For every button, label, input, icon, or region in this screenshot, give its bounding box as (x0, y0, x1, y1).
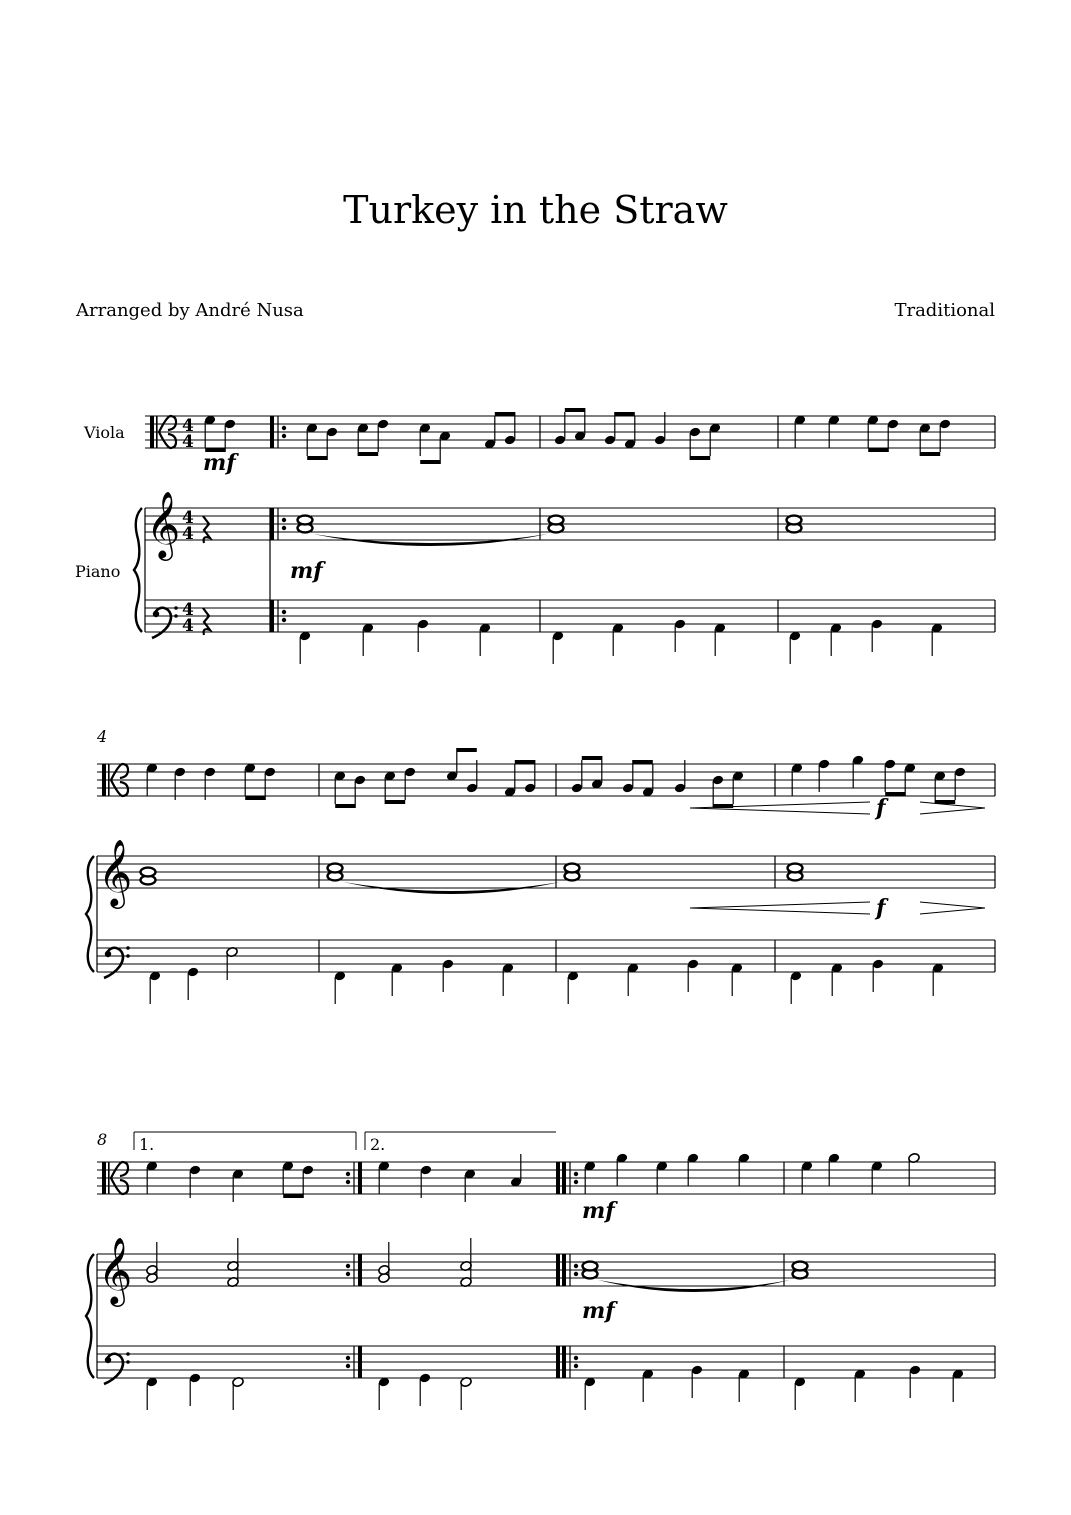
note (674, 760, 687, 794)
note (567, 970, 580, 1004)
time-signature-numerator: 4 (182, 416, 194, 436)
note (391, 962, 404, 996)
note (417, 618, 430, 652)
treble-clef-icon: 𝄞 (98, 1236, 133, 1304)
note (232, 1168, 245, 1202)
treble-clef-icon: 𝄞 (98, 838, 133, 906)
whole-note (298, 516, 313, 525)
repeat-dot (282, 518, 286, 522)
note (616, 1152, 629, 1186)
whole-note (787, 516, 802, 525)
eighth-note (604, 412, 617, 446)
note (931, 622, 944, 656)
eighth-note (334, 770, 347, 804)
piano-brace (86, 1254, 94, 1378)
repeat-dot (346, 1272, 350, 1276)
thick-barline (358, 1162, 362, 1194)
beam (245, 796, 265, 800)
beam (457, 748, 477, 752)
repeat-dot (346, 1364, 350, 1368)
repeat-dot (574, 1356, 578, 1360)
thick-barline (556, 1346, 560, 1378)
bass-clef-icon (152, 606, 178, 638)
note (854, 1368, 867, 1402)
eighth-note (504, 412, 517, 446)
eighth-note (939, 418, 952, 452)
eighth-note (656, 1160, 669, 1194)
hairpin (920, 808, 985, 814)
dynamic-f: f (876, 895, 886, 921)
hairpin (920, 908, 985, 914)
note (714, 622, 727, 656)
whole-note (583, 1262, 598, 1271)
eighth-note (446, 748, 459, 782)
thick-barline (358, 1254, 362, 1286)
dynamic-mf: mf (582, 1198, 615, 1224)
note (419, 1372, 432, 1406)
note (738, 1368, 751, 1402)
beam (358, 452, 378, 456)
dynamic-mf: mf (290, 558, 323, 584)
note (932, 962, 945, 996)
thick-barline (270, 416, 274, 448)
clef-bar (156, 416, 158, 448)
eighth-note (871, 1160, 884, 1194)
note (627, 962, 640, 996)
eighth-note (419, 422, 432, 456)
clef-dot (105, 1357, 111, 1363)
hairpin (690, 902, 870, 908)
half-note (460, 1376, 473, 1410)
clef-dot (126, 946, 130, 950)
note (479, 622, 492, 656)
clef-dot (105, 951, 111, 957)
whole-note (565, 864, 580, 873)
eighth-note (574, 408, 587, 442)
note (738, 1152, 751, 1186)
quarter-rest (203, 516, 210, 543)
beam (515, 760, 535, 764)
note (204, 766, 217, 800)
eighth-note (554, 412, 567, 446)
repeat-dot (346, 1264, 350, 1268)
beam (385, 800, 405, 804)
beam (615, 412, 635, 416)
thick-barline (556, 1162, 560, 1194)
eighth-note (466, 760, 479, 794)
note (831, 962, 844, 996)
note (830, 622, 843, 656)
beam (690, 456, 710, 460)
clef-dot (174, 614, 178, 618)
beam (633, 760, 653, 764)
bass-clef-icon (104, 946, 130, 978)
whole-note (549, 516, 564, 525)
beam (335, 804, 355, 808)
note (654, 412, 667, 446)
thick-barline (562, 1162, 566, 1194)
note (502, 962, 515, 996)
note (464, 1168, 477, 1202)
note (189, 1372, 202, 1406)
eighth-note (887, 418, 900, 452)
eighth-note (934, 770, 947, 804)
eighth-note (919, 422, 932, 456)
repeat-dot (574, 1180, 578, 1184)
repeat-dot (282, 434, 286, 438)
thick-barline (562, 1254, 566, 1286)
note (872, 958, 885, 992)
volta-second-ending: 2. (370, 1135, 386, 1154)
eighth-note (584, 1160, 597, 1194)
whole-note (328, 864, 343, 873)
measure-number: 8 (97, 1130, 108, 1149)
clef-dot (153, 611, 159, 617)
clef-dot (126, 954, 130, 958)
time-signature-numerator: 4 (182, 508, 194, 528)
note (362, 622, 375, 656)
treble-clef-icon: 𝄞 (146, 490, 181, 558)
page-title: Turkey in the Straw (343, 188, 728, 232)
clef-bar (108, 1162, 110, 1194)
hairpin (690, 808, 870, 814)
hairpin (920, 902, 985, 908)
beam (307, 456, 327, 460)
note (789, 630, 802, 664)
time-signature-denominator: 4 (182, 524, 194, 544)
note (146, 762, 159, 796)
eighth-note (504, 764, 517, 798)
note (146, 1376, 159, 1410)
note (442, 958, 455, 992)
note (299, 630, 312, 664)
eighth-note (571, 760, 584, 794)
note (794, 1376, 807, 1410)
time-signature-denominator: 4 (182, 616, 194, 636)
eighth-note (801, 1160, 814, 1194)
time-signature-denominator: 4 (182, 432, 194, 452)
note (420, 1164, 433, 1198)
note (871, 618, 884, 652)
whole-note (793, 1262, 808, 1271)
clef-bar (108, 764, 110, 796)
repeat-dot (574, 1172, 578, 1176)
repeat-dot (346, 1172, 350, 1176)
note (612, 622, 625, 656)
eighth-note (709, 422, 722, 456)
note (818, 758, 831, 792)
instrument-name-piano: Piano (75, 562, 121, 581)
eighth-note (354, 774, 367, 808)
note (794, 414, 807, 448)
eighth-note (384, 770, 397, 804)
eighth-note (377, 418, 390, 452)
dynamic-mf: mf (582, 1298, 615, 1324)
note (691, 1364, 704, 1398)
eighth-note (404, 766, 417, 800)
note (334, 970, 347, 1004)
repeat-dot (346, 1356, 350, 1360)
repeat-dot (346, 1180, 350, 1184)
piano-brace (134, 508, 142, 632)
note (510, 1154, 523, 1188)
dynamic-f: f (876, 795, 886, 821)
eighth-note (689, 426, 702, 460)
note (378, 1160, 391, 1194)
clef-dot (174, 606, 178, 610)
eighth-note (591, 756, 604, 790)
eighth-note (326, 426, 339, 460)
note (687, 1152, 700, 1186)
eighth-note (439, 430, 452, 464)
half-note (226, 946, 239, 980)
eighth-note (884, 758, 897, 792)
note (674, 618, 687, 652)
half-note (908, 1152, 921, 1186)
eighth-note (264, 766, 277, 800)
eighth-note (954, 766, 967, 800)
note (828, 414, 841, 448)
eighth-note (867, 414, 880, 448)
beam (420, 460, 440, 464)
half-note (232, 1376, 245, 1410)
note (187, 966, 200, 1000)
whole-note (141, 868, 156, 877)
clef-bar (150, 416, 154, 448)
repeat-dot (282, 526, 286, 530)
note (687, 958, 700, 992)
repeat-dot (282, 610, 286, 614)
beam (283, 1194, 303, 1198)
eighth-note (712, 774, 725, 808)
clef-bar (102, 1162, 106, 1194)
volta-first-ending: 1. (139, 1135, 155, 1154)
repeat-dot (574, 1364, 578, 1368)
measure-number: 4 (97, 727, 108, 746)
clef-bar (102, 764, 106, 796)
note (552, 630, 565, 664)
note (378, 1376, 391, 1410)
beam (868, 448, 888, 452)
beam (495, 412, 515, 416)
eighth-note (642, 764, 655, 798)
eighth-note (282, 1160, 295, 1194)
note (146, 1160, 159, 1194)
whole-note (788, 864, 803, 873)
note (952, 1368, 965, 1402)
instrument-name-viola: Viola (84, 423, 125, 442)
eighth-note (732, 770, 745, 804)
eighth-note (624, 416, 637, 450)
note (584, 1376, 597, 1410)
beam (565, 408, 585, 412)
time-signature-numerator: 4 (182, 600, 194, 620)
composer-credit: Traditional (894, 300, 995, 321)
dynamic-mf: mf (203, 450, 236, 476)
beam (582, 756, 602, 760)
note (909, 1364, 922, 1398)
note (828, 1152, 841, 1186)
eighth-note (852, 754, 865, 788)
thick-barline (562, 1346, 566, 1378)
eighth-note (306, 422, 319, 456)
clef-dot (126, 1352, 130, 1356)
repeat-dot (282, 426, 286, 430)
thick-barline (358, 1346, 362, 1378)
note (790, 970, 803, 1004)
eighth-note (357, 422, 370, 456)
note (174, 766, 187, 800)
eighth-note (622, 760, 635, 794)
repeat-dot (574, 1264, 578, 1268)
eighth-note (484, 416, 497, 450)
clef-dot (126, 1360, 130, 1364)
eighth-note (302, 1164, 315, 1198)
eighth-note (791, 762, 804, 796)
eighth-note (524, 760, 537, 794)
repeat-dot (282, 618, 286, 622)
arranger-credit: Arranged by André Nusa (76, 300, 304, 321)
note (731, 962, 744, 996)
beam (885, 792, 905, 796)
thick-barline (556, 1254, 560, 1286)
note (189, 1164, 202, 1198)
beam (920, 452, 940, 456)
eighth-note (244, 762, 257, 796)
note (642, 1368, 655, 1402)
note (149, 970, 162, 1004)
hairpin (690, 908, 870, 914)
bass-clef-icon (104, 1352, 130, 1384)
piano-brace (86, 856, 94, 972)
eighth-note (204, 414, 217, 448)
eighth-note (904, 762, 917, 796)
repeat-dot (574, 1272, 578, 1276)
quarter-rest (203, 608, 210, 635)
eighth-note (224, 418, 237, 452)
